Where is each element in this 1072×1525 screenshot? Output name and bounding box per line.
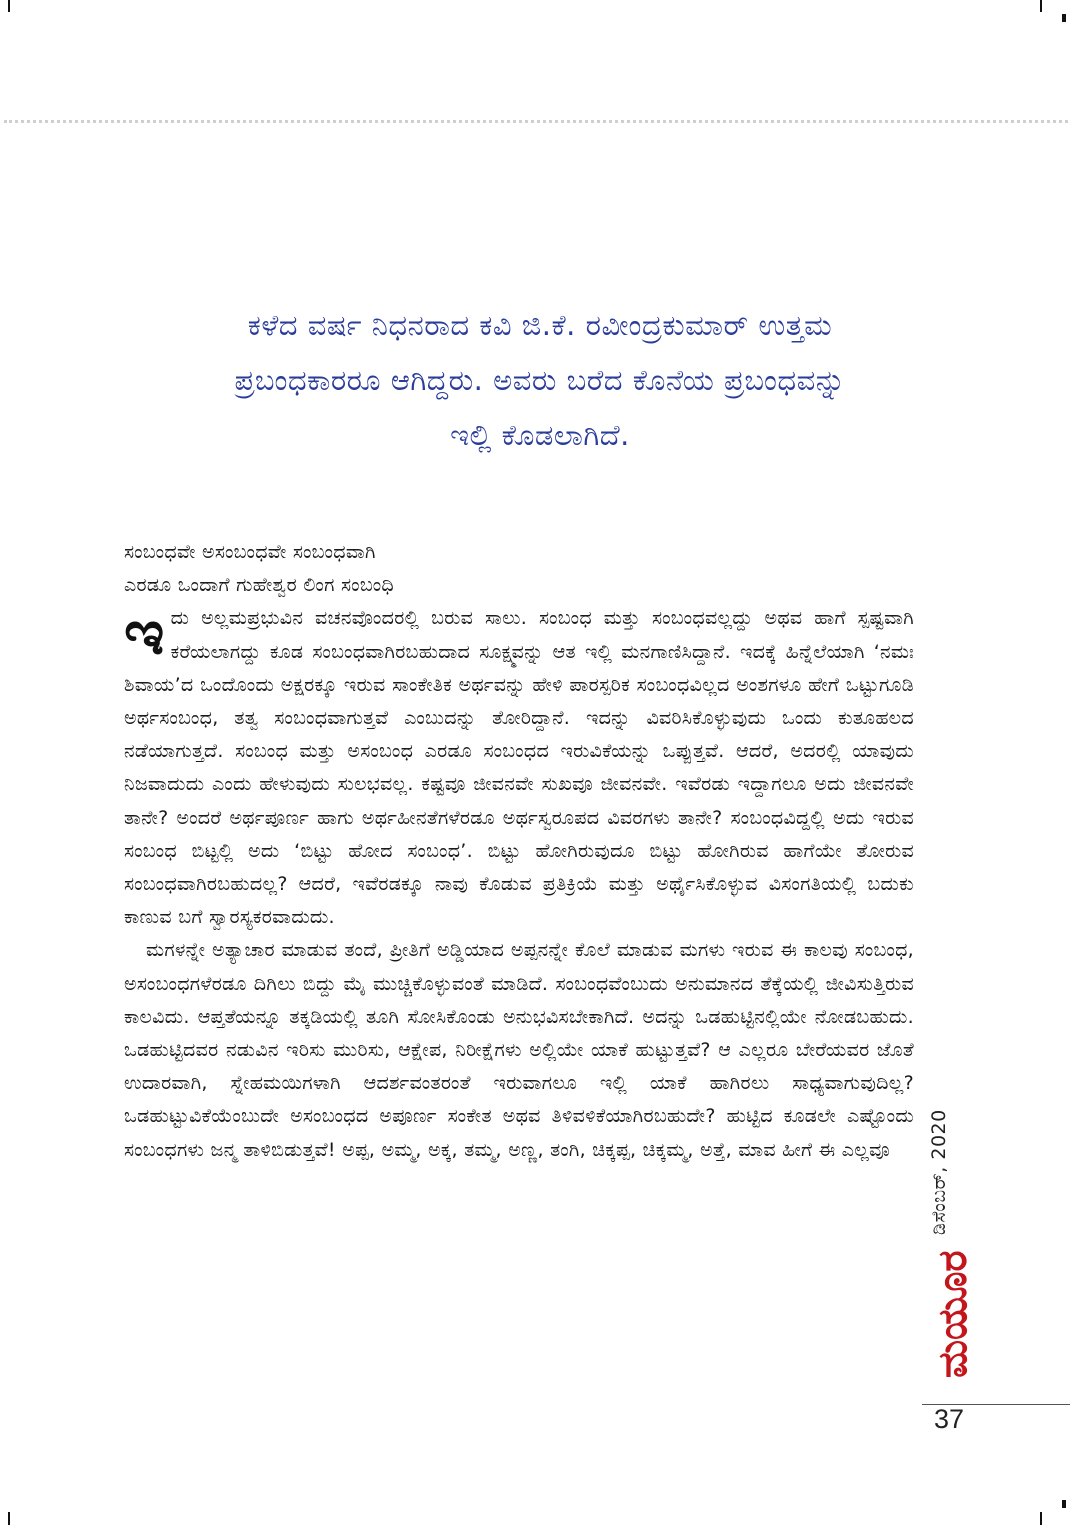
verse-line: ಎರಡೂ ಒಂದಾಗೆ ಗುಹೇಶ್ವರ ಲಿಂಗ ಸಂಬಂಧಿ (124, 574, 394, 597)
crop-mark (1040, 1512, 1042, 1525)
drop-cap: ಇ (124, 596, 165, 670)
crop-mark (1062, 14, 1066, 22)
intro-line: ಕಳೆದ ವರ್ಷ ನಿಧನರಾದ ಕವಿ ಜಿ.ಕೆ. ರವೀಂದ್ರಕುಮಾರ್ ಉತ್ತಮ (247, 308, 833, 342)
issue-date: ಡಿಸೆಂಬರ್, 2020 (928, 1109, 950, 1235)
page-number: 37 (934, 1404, 965, 1434)
magazine-logo: ಮಯೂರ (930, 1250, 976, 1378)
intro-line: ಇಲ್ಲಿ ಕೊಡಲಾಗಿದೆ. (450, 418, 630, 452)
intro-line: ಪ್ರಬಂಧಕಾರರೂ ಆಗಿದ್ದರು. ಅವರು ಬರೆದ ಕೊನೆಯ ಪ್ರಬಂಧವನ್ನು (234, 363, 846, 397)
paragraph: ಮಗಳನ್ನೇ ಅತ್ಯಾಚಾರ ಮಾಡುವ ತಂದೆ, ಪ್ರೀತಿಗೆ ಅಡ್ಡಿಯಾದ ಅಪ್ಪನನ್ನೇ ಕೊಲೆ ಮಾಡುವ ಮಗಳು ಇರುವ ಈ ಕಾಲವು ಸಂಬಂಧ, ಅಸಂಬಂಧಗಳೆರಡೂ ದಿಗಿಲು ಬಿದ್ದು ಮೈ ಮುಚ್ಚಿಕೊಳ್ಳುವಂತೆ ಮಾಡಿದೆ. ಸಂಬಂಧವೆಂಬುದು ಅನುಮಾನದ ತೆಕ್ಕೆಯಲ್ಲಿ ಜೀವಿಸುತ್ತಿರುವ ಕಾಲವಿದು. ಆಪ್ತತೆಯನ್ನೂ ತಕ್ಕಡಿಯಲ್ಲಿ ತೂಗಿ ಸೋಸಿಕೊಂಡು ಅನುಭವಿಸಬೇಕಾಗಿದೆ. ಅದನ್ನು ಒಡಹುಟ್ಟಿನಲ್ಲಿಯೇ ನೋಡಬಹುದು. ಒಡಹುಟ್ಟಿದವರ ನಡುವಿನ ಇರಿಸು ಮುರಿಸು, ಆಕ್ಷೇಪ, ನಿರೀಕ್ಷೆಗಳು ಅಲ್ಲಿಯೇ ಯಾಕೆ ಹುಟ್ಟುತ್ತವೆ? ಆ ಎಲ್ಲರೂ ಬೇರೆಯವರ ಜೊತೆ ಉದಾರವಾಗಿ, ಸ್ನೇಹಮಯಿಗಳಾಗಿ ಆದರ್ಶವಂತರಂತೆ ಇರುವಾಗಲೂ ಇಲ್ಲಿ ಯಾಕೆ ಹಾಗಿರಲು ಸಾಧ್ಯವಾಗುವುದಿಲ್ಲ? ಒಡಹುಟ್ಟುವಿಕೆಯೆಂಬುದೇ ಅಸಂಬಂಧದ ಅಪೂರ್ಣ ಸಂಕೇತ ಅಥವ ತಿಳಿವಳಿಕೆಯಾಗಿರಬಹುದೇ? ಹುಟ್ಟಿದ ಕೂಡಲೇ ಎಷ್ಟೊಂದು ಸಂಬಂಧಗಳು ಜನ್ಮ ತಾಳಿಬಿಡುತ್ತವೆ! ಅಪ್ಪ, ಅಮ್ಮ, ಅಕ್ಕ, ತಮ್ಮ, ಅಣ್ಣ, ತಂಗಿ, ಚಿಕ್ಕಪ್ಪ, ಚಿಕ್ಕಮ್ಮ, ಅತ್ತೆ, ಮಾವ ಹೀಗೆ ಈ ಎಲ್ಲವೂ (124, 939, 914, 1161)
crop-mark (1040, 0, 1042, 12)
crop-mark (8, 1512, 10, 1525)
crop-mark (8, 0, 10, 12)
intro-blurb (120, 298, 960, 463)
verse-line: ಸಂಬಂಧವೇ ಅಸಂಬಂಧವೇ ಸಂಬಂಧವಾಗಿ (124, 541, 376, 563)
paragraph-text: ದು ಅಲ್ಲಮಪ್ರಭುವಿನ ವಚನವೊಂದರಲ್ಲಿ ಬರುವ ಸಾಲು. ಸಂಬಂಧ ಮತ್ತು ಸಂಬಂಧವಲ್ಲದ್ದು ಅಥವ ಹಾಗೆ ಸ್ಪಷ್ಟವಾಗಿ ಕರೆಯಲಾಗದ್ದು ಕೂಡ ಸಂಬಂಧವಾಗಿರಬಹುದಾದ ಸೂಕ್ಷ್ಮವನ್ನು ಆತ ಇಲ್ಲಿ ಮನಗಾಣಿಸಿದ್ದಾನೆ. ಇದಕ್ಕೆ ಹಿನ್ನೆಲೆಯಾಗಿ ‘ನಮಃ ಶಿವಾಯ’ದ ಒಂದೊಂದು ಅಕ್ಷರಕ್ಕೂ ಇರುವ ಸಾಂಕೇತಿಕ ಅರ್ಥವನ್ನು ಹೇಳಿ ಪಾರಸ್ಪರಿಕ ಸಂಬಂಧವಿಲ್ಲದ ಅಂಶಗಳೂ ಹೇಗೆ ಒಟ್ಟುಗೂಡಿ ಅರ್ಥಸಂಬಂಧ, ತತ್ವ ಸಂಬಂಧವಾಗುತ್ತವೆ ಎಂಬುದನ್ನು ತೋರಿದ್ದಾನೆ. ಇದನ್ನು ವಿವರಿಸಿಕೊಳ್ಳುವುದು ಒಂದು ಕುತೂಹಲದ ನಡೆಯಾಗುತ್ತದೆ. ಸಂಬಂಧ ಮತ್ತು ಅಸಂಬಂಧ ಎರಡೂ ಸಂಬಂಧದ ಇರುವಿಕೆಯನ್ನು ಒಪ್ಪುತ್ತವೆ. ಆದರೆ, ಅದರಲ್ಲಿ ಯಾವುದು ನಿಜವಾದುದು ಎಂದು ಹೇಳುವುದು ಸುಲಭವಲ್ಲ. ಕಷ್ಟವೂ ಜೀವನವೇ ಸುಖವೂ ಜೀವನವೇ. ಇವೆರಡು ಇದ್ದಾಗಲೂ ಅದು ಜೀವನವೇ ತಾನೇ? ಅಂದರೆ ಅರ್ಥಪೂರ್ಣ ಹಾಗು ಅರ್ಥಹೀನತೆಗಳೆರಡೂ ಅರ್ಥಸ್ವರೂಪದ ವಿವರಗಳು ತಾನೇ? ಸಂಬಂಧವಿದ್ದಲ್ಲಿ ಅದು ಇರುವ ಸಂಬಂಧ ಬಿಟ್ಟಲ್ಲಿ ಅದು ‘ಬಿಟ್ಟು ಹೋದ ಸಂಬಂಧ’. ಬಿಟ್ಟು ಹೋಗಿರುವುದೂ ಬಿಟ್ಟು ಹೋಗಿರುವ ಹಾಗೆಯೇ ತೋರುವ ಸಂಬಂಧವಾಗಿರಬಹುದಲ್ಲ? ಆದರೆ, ಇವೆರಡಕ್ಕೂ ನಾವು ಕೊಡುವ ಪ್ರತಿಕ್ರಿಯೆ ಮತ್ತು ಅರ್ಥೈಸಿಕೊಳ್ಳುವ ವಿಸಂಗತಿಯಲ್ಲಿ ಬದುಕು ಕಾಣುವ ಬಗೆ ಸ್ವಾರಸ್ಯಕರವಾದುದು. (124, 607, 914, 929)
paragraph (124, 596, 914, 934)
dotted-divider (4, 120, 1068, 123)
crop-mark (1062, 1500, 1066, 1508)
article-body (124, 536, 914, 1167)
